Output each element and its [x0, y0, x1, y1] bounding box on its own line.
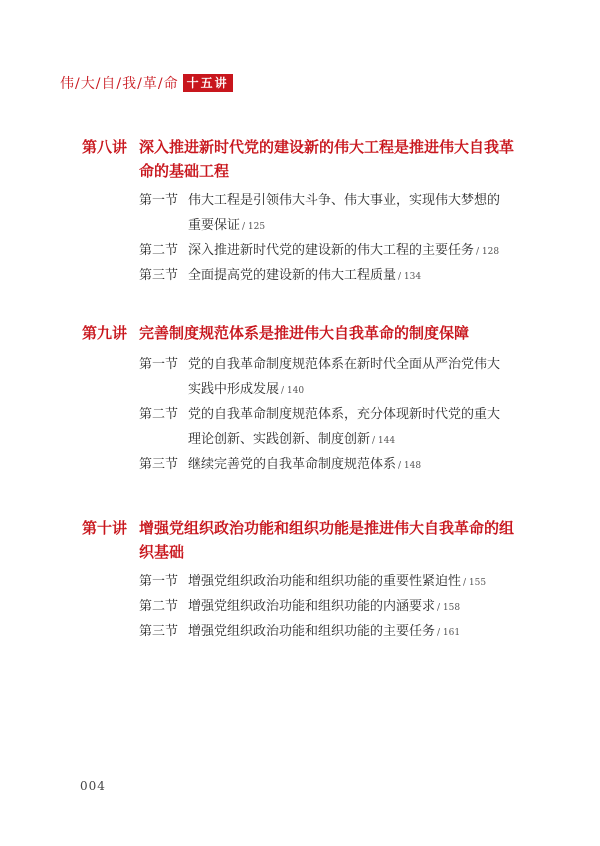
section-page: / 148 — [398, 461, 422, 471]
page-number: 004 — [80, 779, 106, 793]
chapter-title: 深入推进新时代党的建设新的伟大工程是推进伟大自我革命的基础工程 — [139, 138, 515, 180]
running-head — [60, 73, 233, 93]
section-page: / 155 — [463, 578, 487, 588]
section-text: 继续完善党的自我革命制度规范体系 / 148 — [188, 457, 422, 472]
section-label: 第三节 — [139, 268, 179, 283]
section-label: 第一节 — [139, 357, 179, 372]
chapter-number: 第九讲 — [82, 324, 128, 342]
chapter-10 — [0, 516, 600, 639]
chapter-heading — [0, 135, 600, 185]
section-text: 全面提高党的建设新的伟大工程质量 / 134 — [188, 268, 422, 283]
section-page: / 161 — [437, 628, 461, 638]
section-label: 第一节 — [139, 193, 179, 208]
section-text: 增强党组织政治功能和组织功能的内涵要求 / 158 — [188, 599, 461, 614]
section-text: 党的自我革命制度规范体系，充分体现新时代党的重大理论创新、实践创新、制度创新 / 144 — [188, 407, 501, 447]
section-text: 伟大工程是引领伟大斗争、伟大事业，实现伟大梦想的重要保证 / 125 — [188, 193, 501, 233]
section-page: / 144 — [372, 436, 396, 446]
section-label: 第三节 — [139, 457, 179, 472]
section-label: 第二节 — [139, 599, 179, 614]
running-head-title: 伟/大/自/我/革/命 — [60, 76, 179, 92]
chapter-heading — [0, 516, 600, 566]
section-label: 第三节 — [139, 624, 179, 639]
chapter-title: 完善制度规范体系是推进伟大自我革命的制度保障 — [139, 324, 470, 342]
section-page: / 125 — [242, 222, 266, 232]
chapter-number: 第十讲 — [82, 519, 128, 537]
section-page: / 134 — [398, 272, 422, 282]
section-text: 党的自我革命制度规范体系在新时代全面从严治党伟大实践中形成发展 / 140 — [188, 357, 501, 397]
section-page: / 158 — [437, 603, 461, 613]
section-label: 第二节 — [139, 407, 179, 422]
section-label: 第二节 — [139, 243, 179, 258]
section-page: / 140 — [281, 386, 305, 396]
chapter-title: 增强党组织政治功能和组织功能是推进伟大自我革命的组织基础 — [139, 519, 515, 561]
chapter-8 — [0, 135, 600, 283]
section-label: 第一节 — [139, 574, 179, 589]
section-text: 增强党组织政治功能和组织功能的主要任务 / 161 — [188, 624, 461, 639]
section-text: 深入推进新时代党的建设新的伟大工程的主要任务 / 128 — [188, 243, 500, 258]
running-head-badge: 十五讲 — [183, 74, 233, 92]
chapter-number: 第八讲 — [82, 138, 128, 156]
chapter-9 — [0, 321, 600, 472]
section-text: 增强党组织政治功能和组织功能的重要性紧迫性 / 155 — [188, 574, 487, 589]
section-page: / 128 — [476, 247, 500, 257]
